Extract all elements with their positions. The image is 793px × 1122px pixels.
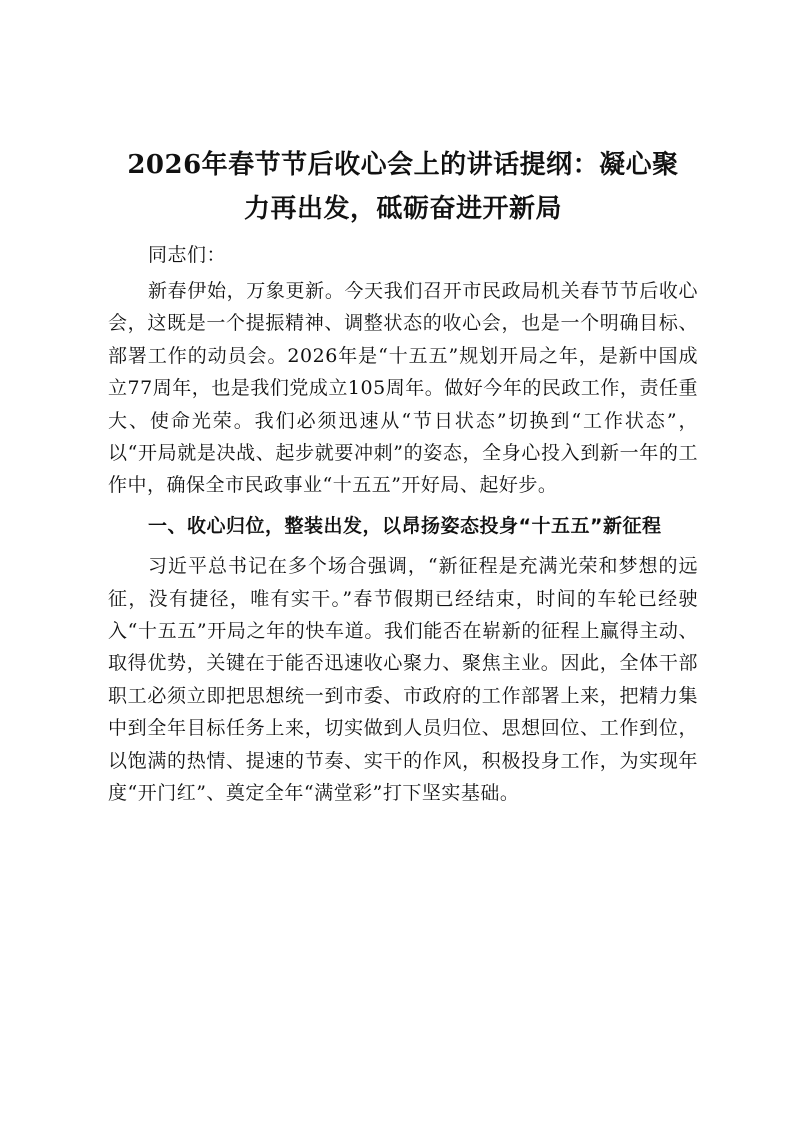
greeting: 同志们：: [148, 244, 227, 266]
document-title: [108, 143, 698, 231]
document-page: [108, 143, 698, 810]
section-1-paragraph: 习近平总书记在多个场合强调，“新征程是充满光荣和梦想的远征，没有捷径，唯有实干。”春节假期已经结束，时间的车轮已经驶入“十五五”开局之年的快车道。我们能否在崭新的征程上赢得主动、取得优势，关键在于能否迅速收心聚力、聚焦主业。因此，全体干部职工必须立即把思想统一到市委、市政府的工作部署上来，把精力集中到全年目标任务上来，切实做到人员归位、思想回位、工作到位，以饱满的热情、提速的节奏、实干的作风，积极投身工作，为实现年度“开门红”、奠定全年“满堂彩”打下坚实基础。: [108, 555, 698, 805]
document-title-line-1: 2026年春节节后收心会上的讲话提纲：凝心聚: [127, 150, 679, 180]
document-title-line-2: 力再出发，砥砺奋进开新局: [243, 194, 562, 224]
intro-paragraph: 新春伊始，万象更新。今天我们召开市民政局机关春节节后收心会，这既是一个提振精神、调整状态的收心会，也是一个明确目标、部署工作的动员会。2026年是“十五五”规划开局之年，是新中国成立77周年，也是我们党成立105周年。做好今年的民政工作，责任重大、使命光荣。我们必须迅速从“节日状态”切换到“工作状态”，以“开局就是决战、起步就要冲刺”的姿态，全身心投入到新一年的工作中，确保全市民政事业“十五五”开好局、起好步。: [108, 280, 698, 497]
section-1-heading: 一、收心归位，整装出发，以昂扬姿态投身“十五五”新征程: [148, 514, 662, 537]
